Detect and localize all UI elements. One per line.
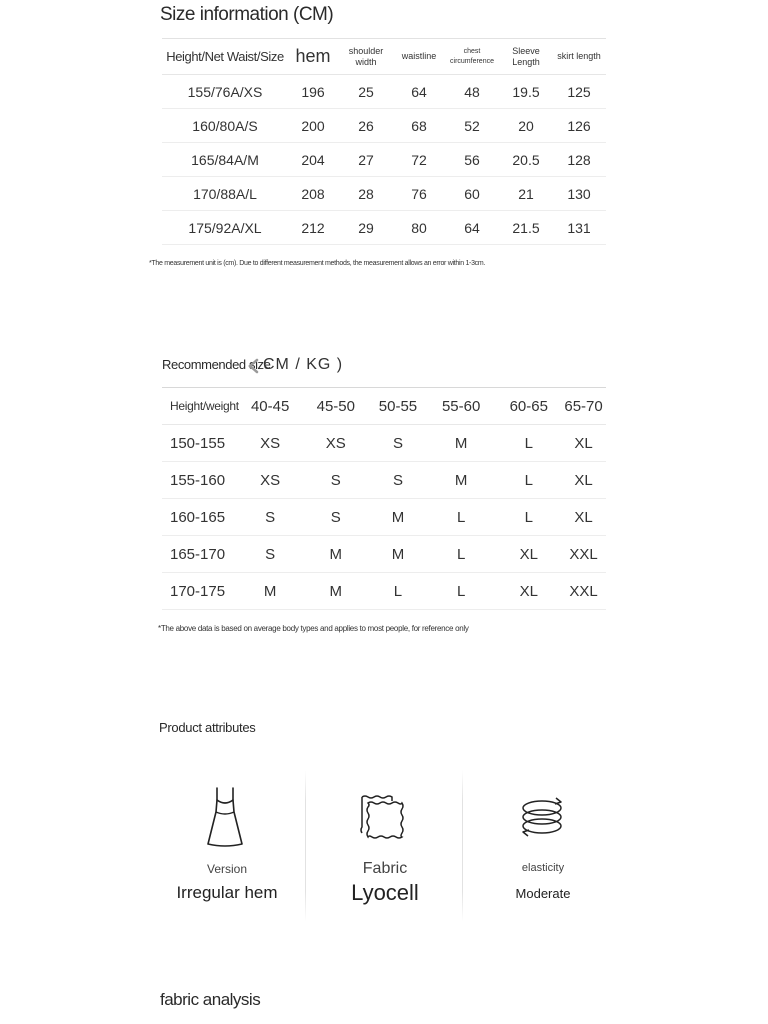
size-info-table [162, 38, 606, 245]
skirt-cell: 128 [567, 151, 591, 168]
weight-range-header: 60-65 [509, 397, 548, 415]
waist-cell: 72 [411, 151, 427, 168]
shoulder-cell: 25 [358, 83, 374, 100]
product-attributes-title: Product attributes [159, 720, 256, 735]
chest-cell: 56 [464, 151, 480, 168]
table-row [162, 573, 606, 610]
size-info-header-row [162, 39, 606, 75]
hem-cell: 208 [301, 185, 325, 202]
header-waistline: waistline [401, 51, 437, 61]
height-range-cell: 150-155 [170, 434, 226, 452]
size-cell: M [454, 471, 468, 489]
size-cell: L [393, 582, 403, 600]
chest-cell: 52 [464, 117, 480, 134]
size-cell: 165/84A/M [191, 151, 259, 168]
waist-cell: 68 [411, 117, 427, 134]
height-range-cell: 170-175 [170, 582, 226, 600]
elasticity-value: Moderate [515, 886, 571, 901]
header-shoulder-line2: width [355, 56, 377, 67]
size-cell: M [329, 545, 343, 563]
fabric-swatch-icon [358, 793, 408, 841]
sleeve-cell: 19.5 [512, 83, 540, 100]
size-cell: S [330, 508, 341, 526]
waist-cell: 80 [411, 219, 427, 236]
size-cell: S [265, 508, 276, 526]
header-size: Height/Net Waist/Size [166, 49, 284, 64]
table-row [162, 109, 606, 143]
size-cell: XL [574, 471, 593, 489]
shoulder-cell: 27 [358, 151, 374, 168]
recommended-header-row [162, 388, 606, 425]
hem-cell: 196 [301, 83, 325, 100]
recommended-note: *The above data is based on average body types and applies to most people, for reference only [158, 624, 469, 633]
size-cell: XS [260, 471, 281, 489]
table-row [162, 536, 606, 573]
skirt-cell: 130 [567, 185, 591, 202]
dress-icon [205, 786, 245, 848]
sleeve-cell: 20.5 [512, 151, 540, 168]
elasticity-icon [518, 794, 566, 840]
size-cell: M [391, 508, 405, 526]
hem-cell: 212 [301, 219, 325, 236]
header-sleeve-line1: Sleeve [512, 45, 540, 56]
size-cell: XL [519, 582, 538, 600]
header-shoulder-width [338, 39, 394, 75]
weight-range-header: 45-50 [316, 397, 355, 415]
size-cell: XL [574, 434, 593, 452]
header-sleeve-line2: Length [512, 56, 540, 67]
fabric-value: Lyocell [351, 880, 419, 905]
table-row [162, 75, 606, 109]
size-cell: XXL [569, 545, 598, 563]
elasticity-label: elasticity [521, 862, 565, 874]
size-cell: XS [260, 434, 281, 452]
table-row [162, 462, 606, 499]
waist-cell: 76 [411, 185, 427, 202]
chest-cell: 64 [464, 219, 480, 236]
size-cell: S [392, 434, 403, 452]
header-height-weight: Height/weight [170, 399, 239, 413]
height-range-cell: 165-170 [170, 545, 226, 563]
size-cell: S [265, 545, 276, 563]
waist-cell: 64 [411, 83, 427, 100]
sleeve-cell: 21.5 [512, 219, 540, 236]
header-shoulder-line1: shoulder [348, 45, 384, 56]
fabric-label: Fabric [362, 860, 408, 877]
header-skirt-length: skirt length [557, 51, 601, 61]
size-cell: L [524, 471, 533, 489]
weight-range-header: 50-55 [378, 397, 418, 415]
table-row [162, 499, 606, 536]
version-value: Irregular hem [176, 883, 278, 902]
size-cell: 170/88A/L [193, 185, 257, 202]
size-cell: L [456, 508, 466, 526]
header-chest-circumference [444, 39, 500, 75]
size-cell: XS [325, 434, 346, 452]
chest-cell: 60 [464, 185, 480, 202]
size-cell: L [524, 508, 533, 526]
version-label: Version [206, 862, 248, 876]
shoulder-cell: 26 [358, 117, 374, 134]
skirt-cell: 125 [567, 83, 591, 100]
size-cell: L [456, 582, 466, 600]
size-cell: L [524, 434, 533, 452]
header-sleeve-length [500, 39, 552, 75]
size-cell: XXL [569, 582, 598, 600]
size-cell: 160/80A/S [192, 117, 258, 134]
skirt-cell: 131 [567, 219, 591, 236]
height-range-cell: 155-160 [170, 471, 226, 489]
header-hem: hem [295, 46, 331, 66]
table-row [162, 211, 606, 245]
header-chest-line1: chest [463, 47, 481, 55]
size-info-title: Size information (CM) [160, 4, 334, 25]
size-cell: XL [519, 545, 538, 563]
skirt-cell: 126 [567, 117, 591, 134]
size-cell: M [454, 434, 468, 452]
height-range-cell: 160-165 [170, 508, 226, 526]
recommended-size-title: Recommended size [162, 357, 271, 372]
shoulder-cell: 29 [358, 219, 374, 236]
weight-range-header: 65-70 [564, 397, 603, 415]
hem-cell: 204 [301, 151, 325, 168]
weight-range-header: 55-60 [441, 397, 481, 415]
chest-cell: 48 [464, 83, 480, 100]
bracket-glyph-icon [246, 358, 262, 374]
sleeve-cell: 20 [518, 117, 534, 134]
header-chest-line2: circumference [450, 57, 494, 65]
size-cell: M [391, 545, 405, 563]
fabric-analysis-title: fabric analysis [160, 990, 261, 1009]
size-cell: M [329, 582, 343, 600]
recommended-size-table [162, 387, 606, 610]
size-cell: XL [574, 508, 593, 526]
size-cell: S [330, 471, 341, 489]
measurement-note: *The measurement unit is (cm). Due to different measurement methods, the measurement allows an error within 1-3cm. [149, 260, 486, 267]
size-cell: M [263, 582, 277, 600]
sleeve-cell: 21 [518, 185, 534, 202]
table-row [162, 425, 606, 462]
hem-cell: 200 [301, 117, 325, 134]
table-row [162, 177, 606, 211]
table-row [162, 143, 606, 177]
size-cell: S [392, 471, 403, 489]
weight-range-header: 40-45 [250, 397, 290, 415]
shoulder-cell: 28 [358, 185, 374, 202]
recommended-size-unit: CM / KG ) [263, 356, 344, 373]
size-cell: 155/76A/XS [187, 83, 263, 100]
size-cell: L [456, 545, 466, 563]
size-cell: 175/92A/XL [188, 219, 262, 236]
